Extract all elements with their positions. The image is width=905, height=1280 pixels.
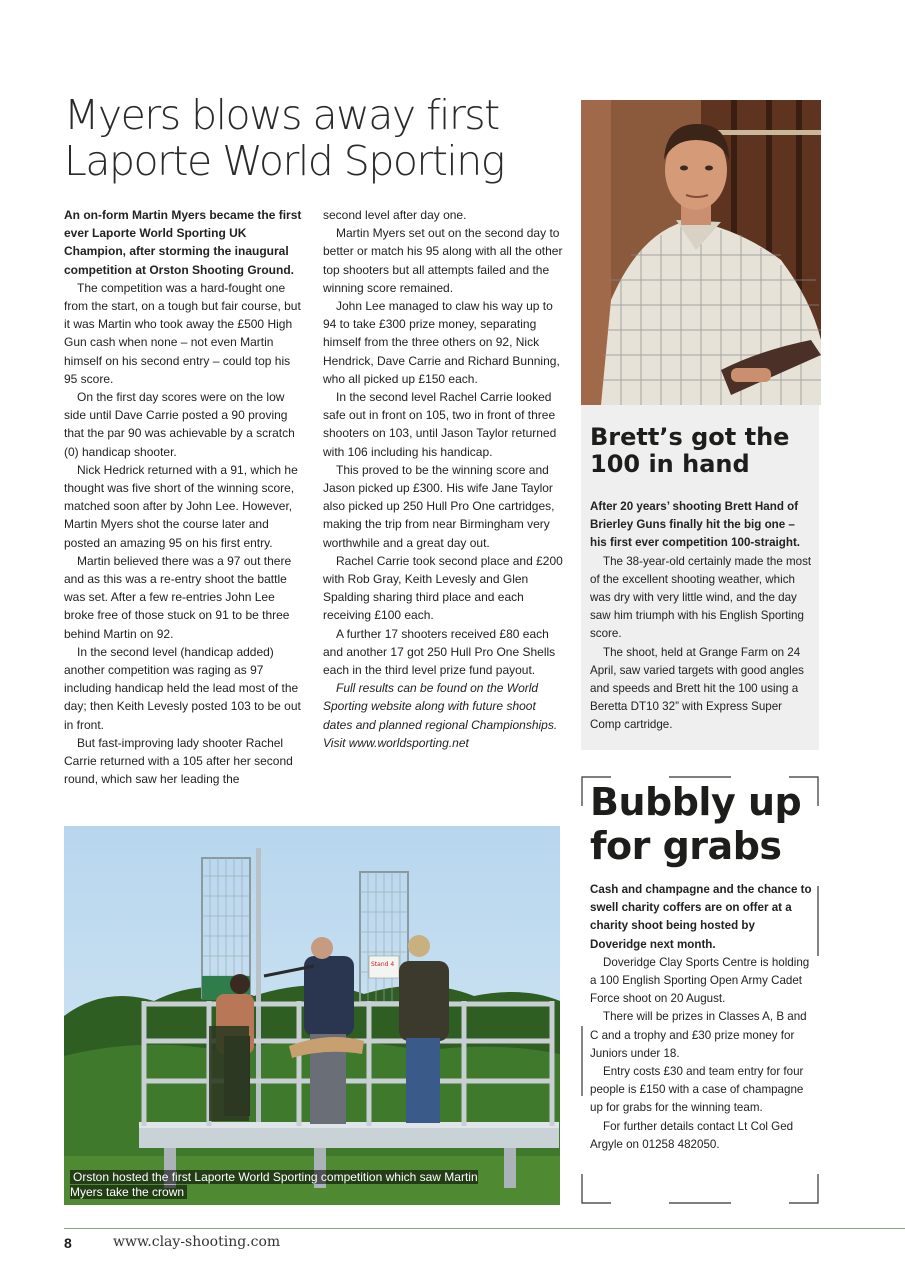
- shooting-stand-photo: [64, 826, 560, 1205]
- footer-rule: [64, 1228, 905, 1229]
- article-paragraph: This proved to be the winning score and Jason picked up £300. His wife Jane Taylor also picked up 250 Hull Pro One cartridges, making the trip from near Birmingham very worthwhile and a great day out.: [323, 462, 555, 550]
- article-paragraph: A further 17 shooters received £80 each and another 17 got 250 Hull Pro One Shells each in the third level prize fund payout.: [323, 626, 556, 678]
- page-number: 8: [64, 1235, 72, 1251]
- bubbly-body: [590, 881, 814, 1154]
- bubbly-paragraph: Doveridge Clay Sports Centre is holding a 100 English Sporting Open Army Cadet Force shoot on 20 August.: [590, 955, 810, 1006]
- brett-body: [590, 498, 812, 735]
- article-paragraph: Martin Myers set out on the second day to better or match his 95 along with all the other top shooters but all attempts failed and the winning score remained.: [323, 226, 563, 295]
- article-headline: [64, 92, 574, 184]
- stand-sign-text: Stand 4: [371, 961, 395, 968]
- shooting-stand-illustration: [64, 826, 560, 1205]
- bubbly-paragraph: For further details contact Lt Col Ged Argyle on 01258 482050.: [590, 1119, 794, 1151]
- brett-paragraph: The 38-year-old certainly made the most of the excellent shooting weather, which was dry with very little wind, and the day saw him triumph with his English Sporting score.: [590, 554, 812, 641]
- article-paragraph: second level after day one.: [323, 208, 467, 222]
- bubbly-lead-paragraph: Cash and champagne and the chance to swell charity coffers are on offer at a charity shoot being hosted by Doveridge next month.: [590, 883, 812, 951]
- article-lead-paragraph: An on-form Martin Myers became the first ever Laporte World Sporting UK Champion, after storming the inaugural competition at Orston Shooting Ground.: [64, 208, 302, 277]
- article-paragraph: In the second level Rachel Carrie looked safe out in front on 105, two in front of three shooters on 103, until Jason Taylor returned with 106 including his handicap.: [323, 390, 557, 459]
- article-paragraph: But fast-improving lady shooter Rachel Carrie returned with a 105 after her second round, which saw her leading the: [64, 735, 293, 787]
- article-paragraph: Martin believed there was a 97 out there and as this was a re-entry shoot the battle was set. After a few re-entries John Lee broke free of those stuck on 91 to be three behind Martin on 92.: [64, 553, 292, 641]
- brett-lead-paragraph: After 20 years’ shooting Brett Hand of Brierley Guns finally hit the big one – his first ever competition 100-straight.: [590, 500, 801, 550]
- photo-caption-text: Orston hosted the first Laporte World Sporting competition which saw Martin Myers take the crown: [70, 1170, 478, 1199]
- article-paragraph: John Lee managed to claw his way up to 94 to take £300 prize money, separating himself from the three others on 92, Nick Hendrick, Dave Carrie and Richard Bunning, who all picked up £150 each.: [323, 299, 560, 386]
- article-paragraph: On the first day scores were on the low side until Dave Carrie posted a 90 proving that the par 90 was achievable by a scratch (0) handicap shooter.: [64, 390, 295, 459]
- headline-line-2: Laporte World Sporting: [64, 137, 504, 185]
- photo-caption: [70, 1170, 490, 1200]
- bubbly-paragraph: Entry costs £30 and team entry for four people is £150 with a case of champagne up for grabs for the winning team.: [590, 1065, 804, 1115]
- article-paragraph: Rachel Carrie took second place and £200 with Rob Gray, Keith Levesly and Glen Spalding sharing third place and each receiving £100 each.: [323, 553, 563, 623]
- footer-website: www.clay-shooting.com: [113, 1234, 281, 1250]
- brett-headline: Brett’s got the 100 in hand: [590, 423, 790, 478]
- headline-line-1: Myers blows away first: [64, 91, 499, 139]
- article-column-1: [64, 206, 306, 789]
- bubbly-headline: Bubbly up for grabs: [590, 780, 802, 868]
- portrait-illustration: [581, 100, 821, 405]
- article-paragraph: In the second level (handicap added) another competition was raging as 97 including handicap held the lead most of the day; then Keith Levesly posted 103 to be out in front.: [64, 644, 301, 732]
- bubbly-paragraph: There will be prizes in Classes A, B and C and a trophy and £30 prize money for Juniors under 18.: [590, 1010, 807, 1060]
- article-results-note: Full results can be found on the World Sporting website along with future shoot dates and planned regional Championships. Visit www.worldsporting.net: [323, 681, 558, 750]
- article-paragraph: The competition was a hard-fought one from the start, on a tough but fair course, but it was Martin who took away the £500 High Gun cash when none – not even Martin himself on his second entry – could top his 95 score.: [64, 280, 301, 386]
- brett-paragraph: The shoot, held at Grange Farm on 24 April, saw varied targets with good angles and speeds and Brett hit the 100 using a Beretta DT10 32” with Express Super Comp cartridge.: [590, 645, 804, 732]
- article-column-2: [323, 206, 568, 752]
- brett-portrait-photo: [581, 100, 821, 405]
- article-paragraph: Nick Hedrick returned with a 91, which he thought was five short of the winning score, matched soon after by John Lee. However, Martin Myers shot the course later and posted an amazing 95 on his first entry.: [64, 462, 298, 550]
